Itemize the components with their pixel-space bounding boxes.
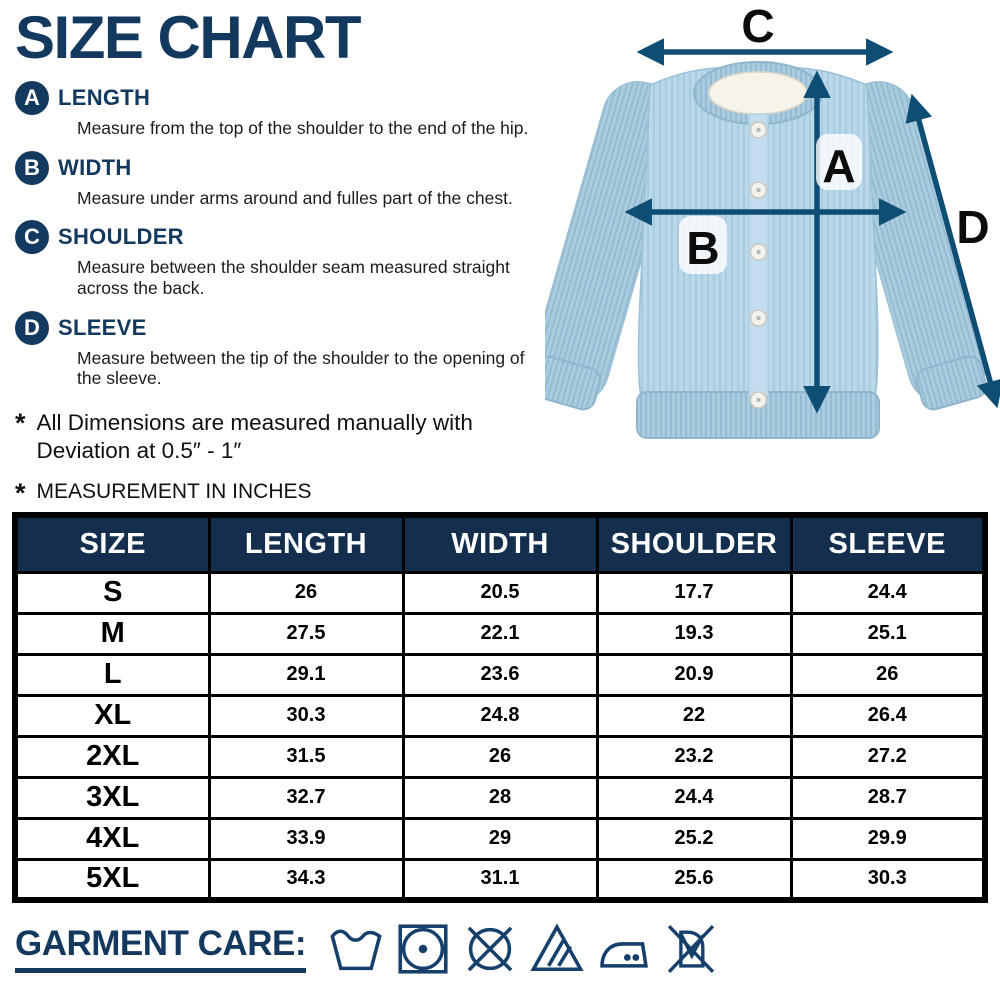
definition-description: Measure from the top of the shoulder to the end of the hip. bbox=[77, 118, 529, 138]
measurement-cell: 29.9 bbox=[791, 818, 985, 859]
table-row bbox=[15, 572, 985, 613]
definition-description: Measure between the shoulder seam measured straight across the back. bbox=[77, 257, 510, 298]
measurement-cell: 29.1 bbox=[209, 654, 403, 695]
col-header-sleeve: SLEEVE bbox=[791, 515, 985, 572]
iron-medium-icon bbox=[597, 920, 651, 978]
definition-description: Measure between the tip of the shoulder to the opening of the sleeve. bbox=[77, 347, 525, 389]
garment-care-label: GARMENT CARE: bbox=[15, 925, 306, 973]
measurement-cell: 23.2 bbox=[597, 736, 791, 777]
measurement-cell: 26 bbox=[403, 736, 597, 777]
measurement-cell: 28 bbox=[403, 777, 597, 818]
badge-a: A bbox=[15, 81, 49, 115]
col-header-size: SIZE bbox=[15, 515, 209, 572]
measurement-cell: 24.4 bbox=[597, 777, 791, 818]
page-title: SIZE CHART bbox=[15, 4, 360, 71]
info-column bbox=[15, 6, 580, 523]
do-not-dryclean-icon bbox=[463, 920, 517, 978]
label-b: B bbox=[686, 222, 720, 274]
definition-sleeve bbox=[15, 311, 580, 389]
label-d: D bbox=[956, 201, 990, 253]
table-row bbox=[15, 695, 985, 736]
size-cell: 5XL bbox=[15, 859, 209, 900]
measurement-cell: 23.6 bbox=[403, 654, 597, 695]
measurement-cell: 27.5 bbox=[209, 613, 403, 654]
size-cell: S bbox=[15, 572, 209, 613]
label-c: C bbox=[741, 0, 775, 52]
measurement-cell: 30.3 bbox=[791, 859, 985, 900]
measurement-cell: 33.9 bbox=[209, 818, 403, 859]
definition-title: SLEEVE bbox=[58, 314, 147, 340]
measurement-cell: 28.7 bbox=[791, 777, 985, 818]
table-row bbox=[15, 736, 985, 777]
measurement-cell: 25.1 bbox=[791, 613, 985, 654]
measurement-cell: 17.7 bbox=[597, 572, 791, 613]
table-row bbox=[15, 654, 985, 695]
definition-length bbox=[15, 81, 580, 139]
definition-width bbox=[15, 151, 580, 209]
machine-wash-icon bbox=[329, 920, 383, 978]
table-row bbox=[15, 818, 985, 859]
measurement-cell: 24.4 bbox=[791, 572, 985, 613]
badge-c: C bbox=[15, 220, 49, 254]
col-header-width: WIDTH bbox=[403, 515, 597, 572]
table-row bbox=[15, 613, 985, 654]
col-header-shoulder: SHOULDER bbox=[597, 515, 791, 572]
size-cell: M bbox=[15, 613, 209, 654]
size-cell: 4XL bbox=[15, 818, 209, 859]
size-table-body bbox=[15, 572, 985, 900]
badge-b: B bbox=[15, 151, 49, 185]
measurement-cell: 27.2 bbox=[791, 736, 985, 777]
definition-description: Measure under arms around and fulles part of the chest. bbox=[77, 187, 513, 208]
measurement-cell: 32.7 bbox=[209, 777, 403, 818]
measurement-cell: 25.2 bbox=[597, 818, 791, 859]
asterisk: * bbox=[15, 478, 26, 509]
definition-title: LENGTH bbox=[58, 85, 151, 110]
definition-title: SHOULDER bbox=[58, 224, 184, 250]
bleach-non-chlorine-icon bbox=[530, 920, 584, 978]
asterisk: * bbox=[15, 407, 26, 438]
size-table bbox=[12, 512, 988, 903]
measurement-cell: 20.5 bbox=[403, 572, 597, 613]
measurement-cell: 34.3 bbox=[209, 859, 403, 900]
measurement-cell: 29 bbox=[403, 818, 597, 859]
jacket-illustration bbox=[545, 0, 1000, 505]
measurement-cell: 25.6 bbox=[597, 859, 791, 900]
garment-care-section bbox=[15, 920, 718, 978]
label-a: A bbox=[822, 140, 856, 192]
measurement-cell: 24.8 bbox=[403, 695, 597, 736]
table-header-row bbox=[15, 515, 985, 572]
table-row bbox=[15, 859, 985, 900]
measurement-cell: 31.5 bbox=[209, 736, 403, 777]
measurement-cell: 30.3 bbox=[209, 695, 403, 736]
measurement-cell: 26 bbox=[791, 654, 985, 695]
measurement-cell: 31.1 bbox=[403, 859, 597, 900]
col-header-length: LENGTH bbox=[209, 515, 403, 572]
measurement-cell: 22.1 bbox=[403, 613, 597, 654]
size-cell: 3XL bbox=[15, 777, 209, 818]
collar-lining bbox=[709, 72, 807, 114]
definition-shoulder bbox=[15, 220, 580, 298]
size-cell: XL bbox=[15, 695, 209, 736]
measurement-cell: 19.3 bbox=[597, 613, 791, 654]
jacket-measurement-diagram bbox=[545, 0, 1000, 505]
notes bbox=[15, 409, 580, 509]
size-cell: L bbox=[15, 654, 209, 695]
tumble-dry-icon bbox=[396, 920, 450, 978]
measurement-cell: 22 bbox=[597, 695, 791, 736]
note-deviation: * All Dimensions are measured manually with Deviation at 0.5″ - 1″ bbox=[15, 409, 580, 465]
measurement-cell: 26 bbox=[209, 572, 403, 613]
definition-title: WIDTH bbox=[58, 154, 132, 180]
do-not-wring-icon bbox=[664, 920, 718, 978]
note-units: * MEASUREMENT IN INCHES bbox=[15, 478, 312, 509]
size-cell: 2XL bbox=[15, 736, 209, 777]
badge-d: D bbox=[15, 311, 49, 345]
measurement-cell: 20.9 bbox=[597, 654, 791, 695]
table-row bbox=[15, 777, 985, 818]
measurement-cell: 26.4 bbox=[791, 695, 985, 736]
